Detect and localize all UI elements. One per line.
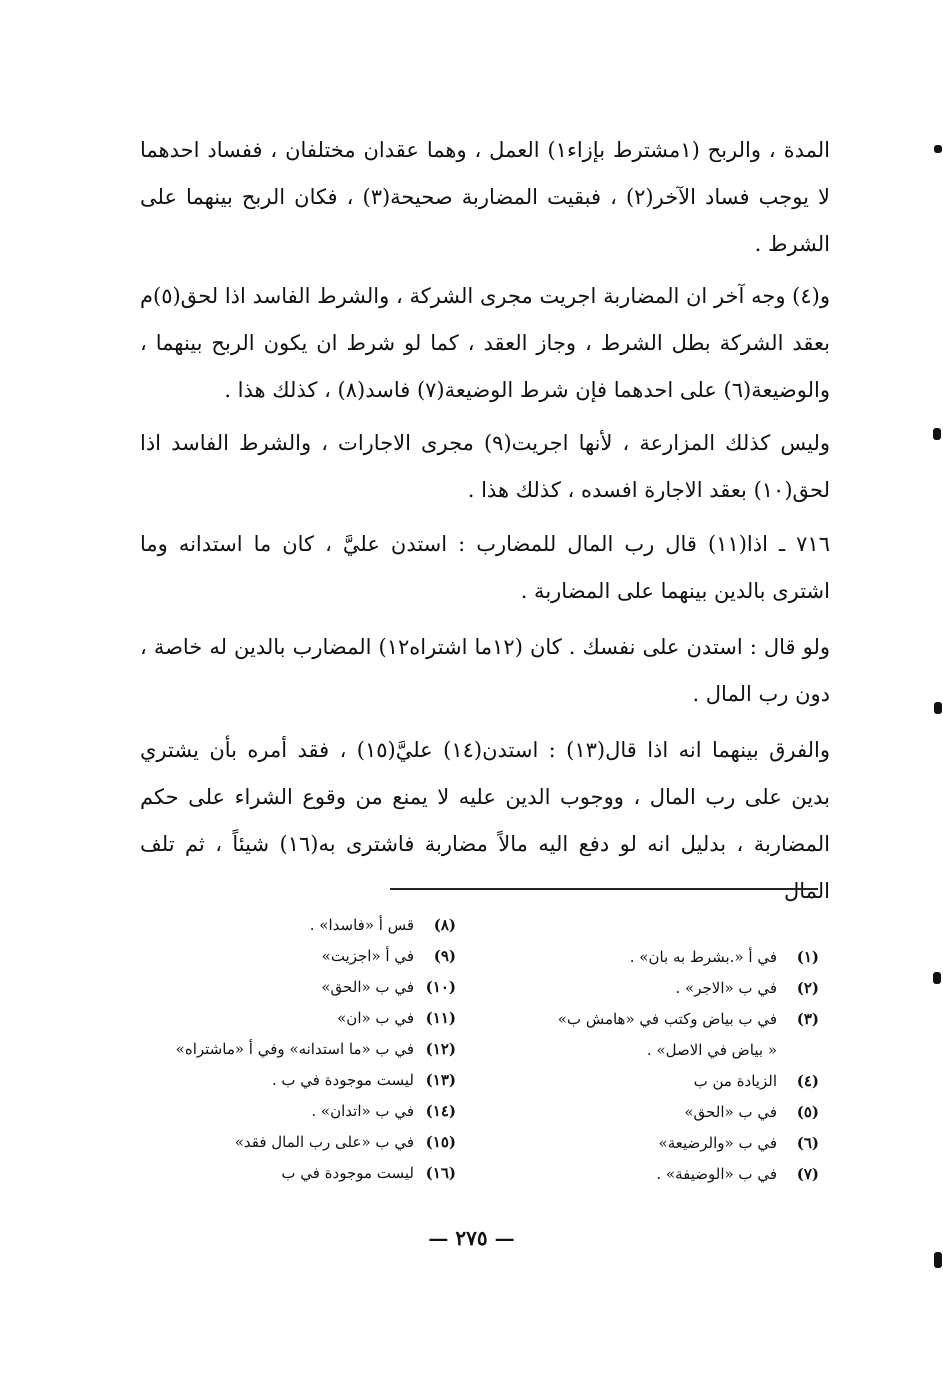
footnote: (١٥)في ب «على رب المال فقد» — [234, 1133, 456, 1151]
page-number: — ٢٧٥ — — [428, 1226, 515, 1250]
scan-edge-mark — [934, 145, 942, 153]
footnote: (١٦)ليست موجودة في ب — [281, 1164, 456, 1182]
footnote: (٧)في ب «الوضيفة» . — [656, 1165, 819, 1183]
footnote: (٨)قس أ «فاسدا» . — [309, 916, 456, 934]
paragraph-6: والفرق بينهما انه اذا قال(١٣) : استدن(١٤) عليَّ(١٥) ، فقد أمره بأن يشتري بدين على رب المال ، ووجوب الدين عليه لا يمنع من وقوع الشراء على حكم المضاربة ، بدليل انه لو دفع اليه مالاً مضاربة فاشترى به(١٦) شيئاً ، ثم تلف المال — [140, 738, 831, 903]
footnotes-right-column — [489, 942, 819, 1190]
footnote: (٤)الزيادة من ب — [693, 1072, 819, 1090]
footnote: (٣)في ب بياض وكتب في «هامش ب» — [557, 1010, 819, 1028]
footnote-divider — [390, 888, 818, 890]
scan-edge-mark — [933, 972, 941, 984]
paragraph-1: المدة ، والربح (١مشترط بإزاء١) العمل ، وهما عقدان مختلفان ، ففساد احدهما لا يوجب فساد الآخر(٢) ، فبقيت المضاربة صحيحة(٣) ، فكان الربح بينهما على الشرط . — [140, 138, 830, 256]
paragraph-2: و(٤) وجه آخر ان المضاربة اجريت مجرى الشركة ، والشرط الفاسد اذا لحق(٥)م بعقد الشركة بطل الشرط ، وجاز العقد ، كما لو شرط ان يكون الربح بينهما ، والوضيعة(٦) على احدهما فإن شرط الوضيعة(٧) فاسد(٨) ، كذلك هذا . — [140, 284, 830, 402]
footnote: « بياض في الاصل» . — [646, 1041, 777, 1059]
footnote: (١٠)في ب «الحق» — [321, 978, 456, 996]
footnote: (١٣)ليست موجودة في ب . — [271, 1071, 456, 1089]
footnote: (٢)في ب «الاجر» . — [675, 979, 819, 997]
footnote: (١٤)في ب «اتدان» . — [311, 1102, 456, 1120]
footnote: (٩)في أ «اجزيت» — [321, 947, 456, 965]
paragraph-3: وليس كذلك المزارعة ، لأنها اجريت(٩) مجرى الاجارات ، والشرط الفاسد اذا لحق(١٠) بعقد الاجارة افسده ، كذلك هذا . — [140, 431, 831, 502]
footnote: (٦)في ب «والرضيعة» — [658, 1134, 819, 1152]
paragraph-4: ٧١٦ ـ اذا(١١) قال رب المال للمضارب : استدن عليَّ ، كان ما استدانه وما اشترى بالدين بينهما على المضاربة . — [140, 532, 830, 603]
footnotes-left-column — [146, 910, 456, 1189]
scan-edge-mark — [933, 428, 941, 440]
footnote: (٥)في ب «الحق» — [684, 1103, 819, 1121]
scan-edge-mark — [934, 702, 942, 714]
paragraph-5: ولو قال : استدن على نفسك . كان (١٢ما اشتراه١٢) المضارب بالدين له خاصة ، دون رب المال . — [140, 635, 830, 706]
scan-edge-mark — [934, 1252, 942, 1268]
footnote: (١١)في ب «ان» — [337, 1009, 456, 1027]
footnote: (١٢)في ب «ما استدانه» وفي أ «ماشتراه» — [175, 1040, 456, 1058]
footnote: (١)في أ «.بشرط به بان» . — [629, 948, 819, 966]
